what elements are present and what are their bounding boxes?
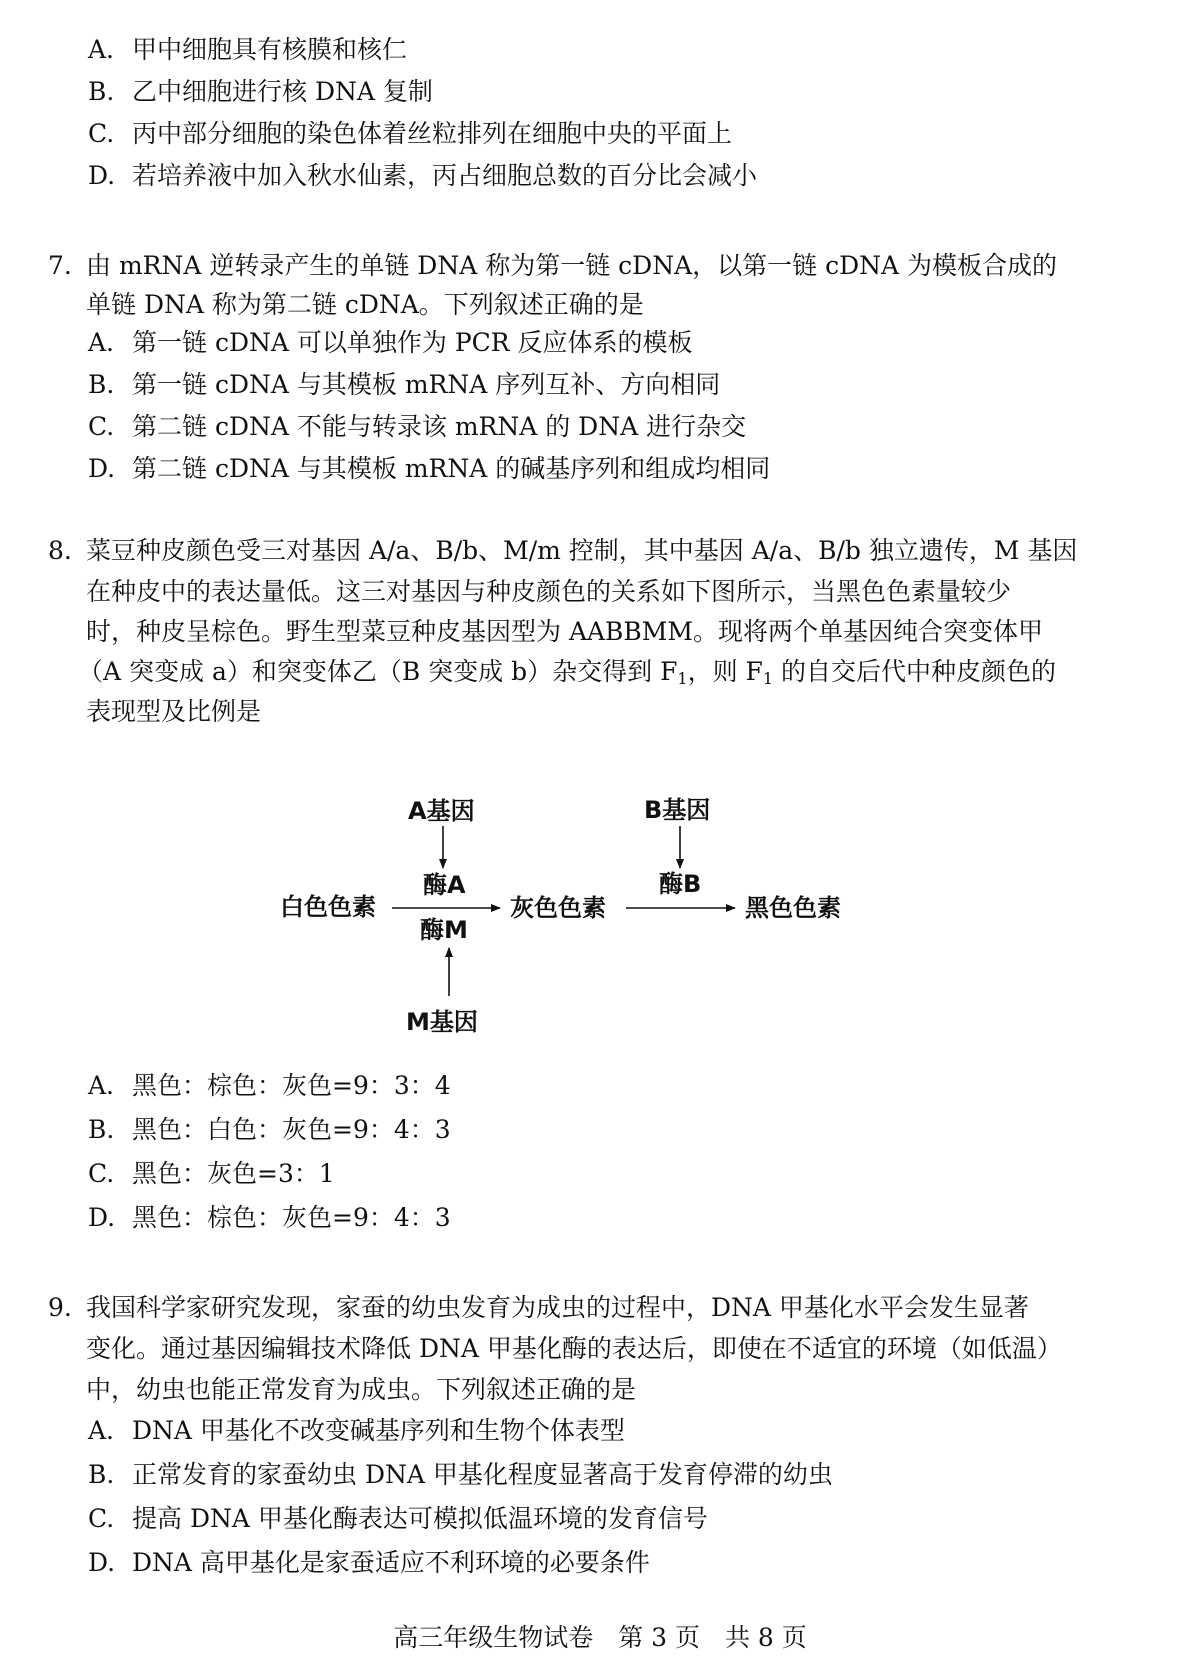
enzyme-b-label: 酶B <box>659 870 702 898</box>
black-pigment-label: 黑色色素 <box>745 894 841 922</box>
q9-stem-line: 中，幼虫也能正常发育为成虫。下列叙述正确的是 <box>86 1375 637 1404</box>
q8-option-b <box>88 1113 451 1147</box>
q8-stem-text: （A 突变成 a）和突变体乙（B 突变成 b）杂交得到 F <box>78 657 678 686</box>
q8-option-d <box>88 1201 451 1235</box>
gray-pigment-label: 灰色色素 <box>510 894 606 922</box>
option-text: 黑色：灰色=3：1 <box>132 1159 335 1188</box>
q8-stem-line: 在种皮中的表达量低。这三对基因与种皮颜色的关系如下图所示，当黑色色素量较少 <box>86 577 1012 606</box>
q6-option-d <box>88 159 757 193</box>
q8-number: 8. <box>48 536 72 565</box>
option-text: 若培养液中加入秋水仙素，丙占细胞总数的百分比会减小 <box>132 161 758 190</box>
option-text: 第二链 cDNA 与其模板 mRNA 的碱基序列和组成均相同 <box>132 454 771 483</box>
q7-option-a <box>88 326 693 360</box>
option-text: 第一链 cDNA 可以单独作为 PCR 反应体系的模板 <box>132 328 693 357</box>
enzyme-m-label: 酶M <box>420 916 468 944</box>
q9-option-a <box>88 1414 625 1448</box>
q8-stem-line: 菜豆种皮颜色受三对基因 A/a、B/b、M/m 控制，其中基因 A/a、B/b 独立遗传，M 基因 <box>86 536 1078 565</box>
q6-option-a <box>88 33 407 67</box>
option-text: 黑色：棕色：灰色=9：3：4 <box>132 1071 451 1100</box>
q8-stem-text: 的自交后代中种皮颜色的 <box>773 657 1057 686</box>
q9-number: 9. <box>48 1293 72 1322</box>
option-text: 黑色：棕色：灰色=9：4：3 <box>132 1203 451 1232</box>
option-label: C. <box>88 1504 115 1533</box>
q9-stem-line: 我国科学家研究发现，家蚕的幼虫发育为成虫的过程中，DNA 甲基化水平会发生显著 <box>86 1293 1029 1322</box>
option-label: C. <box>88 412 115 441</box>
q8-stem-line: 时，种皮呈棕色。野生型菜豆种皮基因型为 AABBMM。现将两个单基因纯合突变体甲 <box>86 617 1043 646</box>
q9-option-d <box>88 1546 650 1580</box>
q8-subscript: 1 <box>762 669 774 688</box>
gene-a-label: A基因 <box>408 797 475 825</box>
q8-option-c <box>88 1157 335 1191</box>
option-label: D. <box>88 1548 116 1577</box>
q8-stem-line: 表现型及比例是 <box>86 697 262 726</box>
option-label: B. <box>88 370 115 399</box>
option-label: C. <box>88 1159 115 1188</box>
option-label: A. <box>88 1416 115 1445</box>
option-text: 正常发育的家蚕幼虫 DNA 甲基化程度显著高于发育停滞的幼虫 <box>132 1460 833 1489</box>
q6-option-c <box>88 117 732 151</box>
option-text: DNA 甲基化不改变碱基序列和生物个体表型 <box>132 1416 625 1445</box>
option-text: DNA 高甲基化是家蚕适应不利环境的必要条件 <box>132 1548 650 1577</box>
option-label: A. <box>88 35 115 64</box>
option-text: 甲中细胞具有核膜和核仁 <box>132 35 408 64</box>
option-text: 提高 DNA 甲基化酶表达可模拟低温环境的发育信号 <box>132 1504 708 1533</box>
q7-option-c <box>88 410 746 444</box>
q8-subscript: 1 <box>677 669 688 688</box>
page-footer: 高三年级生物试卷 第 3 页 共 8 页 <box>393 1623 807 1652</box>
q8-option-a <box>88 1069 451 1103</box>
q7-option-d <box>88 452 770 486</box>
option-label: C. <box>88 119 115 148</box>
option-label: A. <box>88 1071 115 1100</box>
q9-stem-line: 变化。通过基因编辑技术降低 DNA 甲基化酶的表达后，即使在不适宜的环境（如低温） <box>86 1334 1062 1363</box>
q9-option-c <box>88 1502 708 1536</box>
q7-number: 7. <box>48 251 72 280</box>
q6-option-b <box>88 75 433 109</box>
option-label: B. <box>88 1460 115 1489</box>
q7-option-b <box>88 368 720 402</box>
q8-stem-line <box>78 655 1056 689</box>
enzyme-a-label: 酶A <box>423 871 466 899</box>
q8-stem-text: ，则 F <box>687 657 763 686</box>
q7-stem-line: 由 mRNA 逆转录产生的单链 DNA 称为第一链 cDNA，以第一链 cDNA 为模板合成的 <box>86 251 1058 280</box>
gene-b-label: B基因 <box>644 796 711 824</box>
q9-option-b <box>88 1458 833 1492</box>
option-label: D. <box>88 1203 116 1232</box>
q7-stem-line: 单链 DNA 称为第二链 cDNA。下列叙述正确的是 <box>86 290 644 319</box>
option-text: 第二链 cDNA 不能与转录该 mRNA 的 DNA 进行杂交 <box>132 412 747 441</box>
option-text: 第一链 cDNA 与其模板 mRNA 序列互补、方向相同 <box>132 370 721 399</box>
option-label: B. <box>88 1115 115 1144</box>
option-text: 丙中部分细胞的染色体着丝粒排列在细胞中央的平面上 <box>132 119 733 148</box>
gene-m-label: M基因 <box>406 1008 478 1036</box>
option-text: 黑色：白色：灰色=9：4：3 <box>132 1115 451 1144</box>
option-text: 乙中细胞进行核 DNA 复制 <box>132 77 433 106</box>
option-label: D. <box>88 161 116 190</box>
white-pigment-label: 白色色素 <box>280 893 376 921</box>
option-label: D. <box>88 454 116 483</box>
option-label: A. <box>88 328 115 357</box>
option-label: B. <box>88 77 115 106</box>
